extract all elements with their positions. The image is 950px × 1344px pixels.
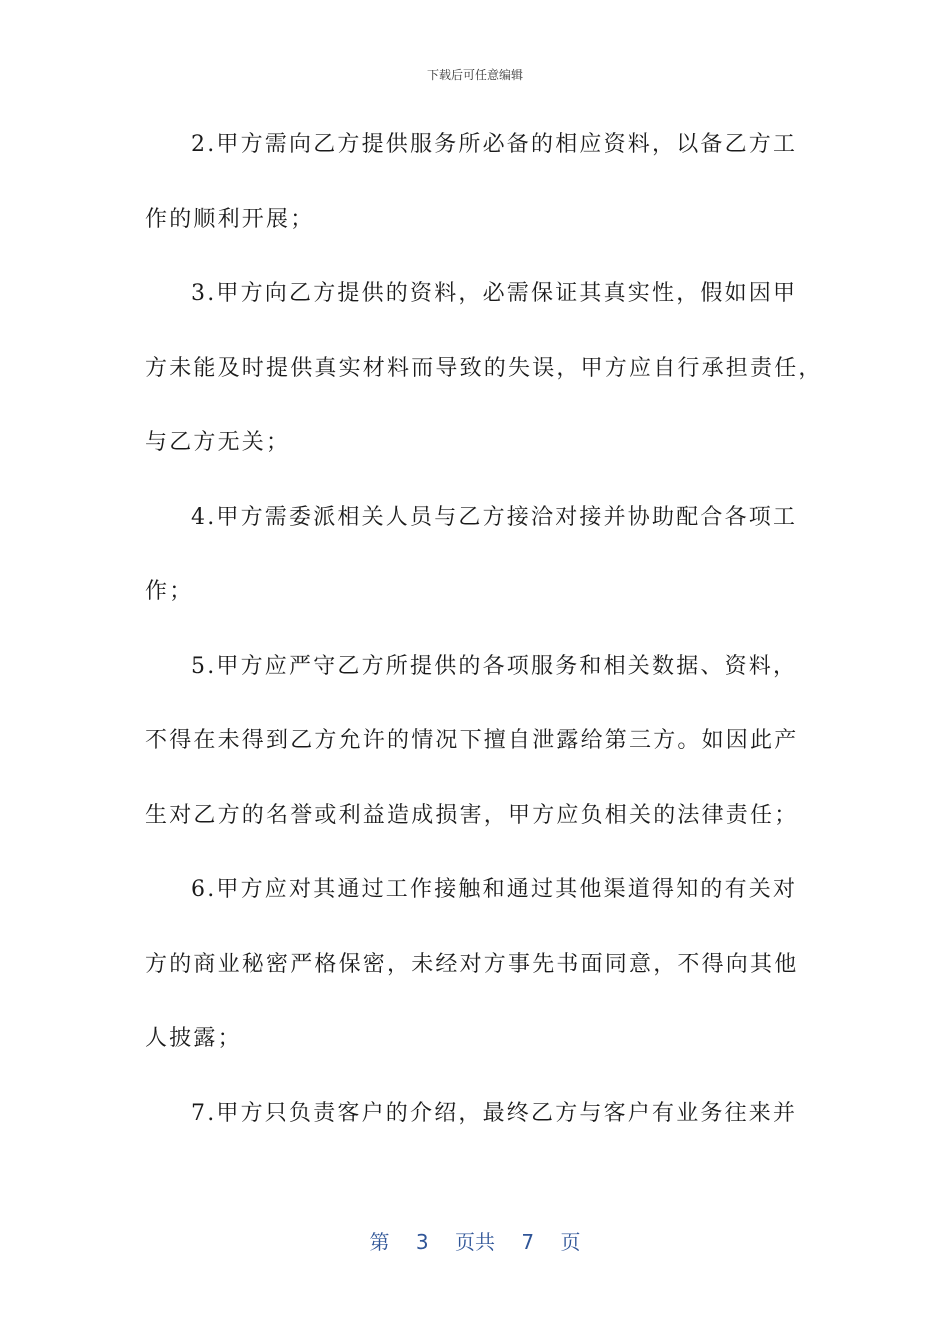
paragraph-line: 5.甲方应严守乙方所提供的各项服务和相关数据、资料， [191, 653, 798, 679]
paragraph-line: 7.甲方只负责客户的介绍，最终乙方与客户有业务往来并 [191, 1100, 798, 1126]
paragraph-line: 3.甲方向乙方提供的资料，必需保证其真实性，假如因甲 [191, 281, 798, 306]
paragraph-line: 作的顺利开展； [145, 206, 315, 232]
paragraph-line: 6.甲方应对其通过工作接触和通过其他渠道得知的有关对 [191, 877, 798, 902]
page-footer [0, 1226, 950, 1255]
paragraph-line: 不得在未得到乙方允许的情况下擅自泄露给第三方。如因此产 [145, 728, 799, 753]
footer-ye: 页 [560, 1230, 581, 1254]
paragraph-line: 与乙方无关； [145, 430, 291, 455]
paragraph-line: 4.甲方需委派相关人员与乙方接洽对接并协助配合各项工 [191, 504, 798, 530]
total-page-number: 7 [521, 1230, 535, 1254]
paragraph-line: 2.甲方需向乙方提供服务所必备的相应资料，以备乙方工 [191, 132, 798, 157]
footer-ye-gong: 页共 [455, 1230, 495, 1254]
paragraph-line: 方的商业秘密严格保密，未经对方事先书面同意，不得向其他 [145, 951, 799, 977]
header-note: 下载后可任意编辑 [426, 68, 523, 82]
paragraph-line: 方未能及时提供真实材料而导致的失误，甲方应自行承担责任， [145, 355, 823, 381]
document-body [145, 128, 823, 1171]
paragraph-line: 作； [145, 579, 194, 604]
current-page-number: 3 [415, 1230, 429, 1254]
paragraph-line: 人披露； [145, 1026, 242, 1051]
paragraph-line: 生对乙方的名誉或利益造成损害，甲方应负相关的法律责任； [145, 802, 799, 828]
footer-di: 第 [369, 1230, 390, 1254]
